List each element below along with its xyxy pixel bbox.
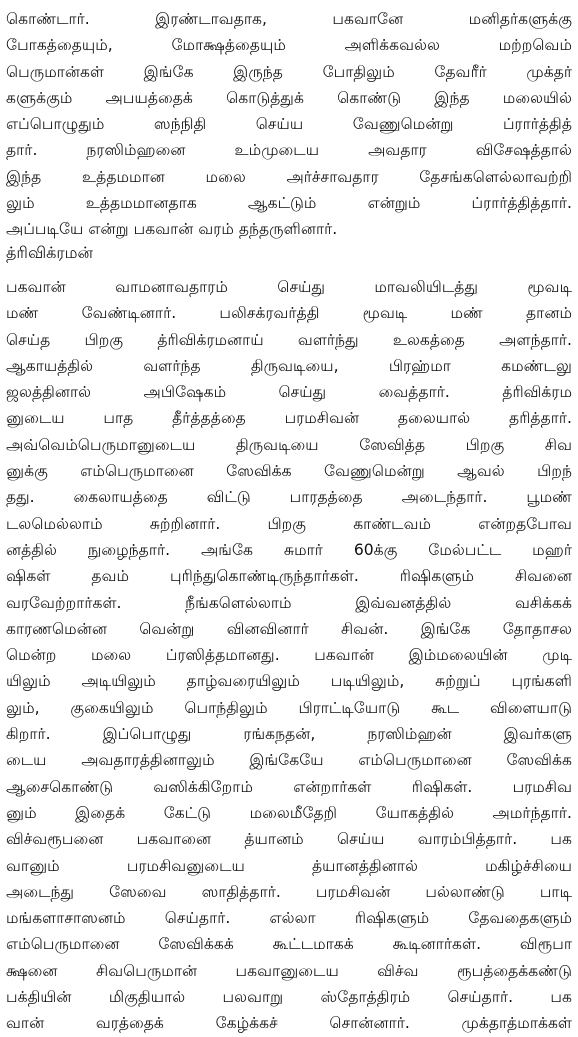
text-line: க்ஷனை சிவபெருமான் பகவானுடைய விச்வ ரூபத்தைக்கண்டு xyxy=(6,961,572,980)
text-line: மென்ற மலை ப்ரஸித்தமானது. பகவான் இம்மலையின் முடி xyxy=(6,646,572,665)
text-line: விச்வரூபனை பகவானை த்யானம் செய்ய வாரம்பித்தார். பக xyxy=(6,830,572,849)
paragraph-2 xyxy=(6,274,572,1037)
text-line: களுக்கும் அபயத்தைக் கொடுத்துக் கொண்டு இந்த மலையில் xyxy=(6,88,572,107)
text-line: அடைந்து ஸேவை ஸாதித்தார். பரமசிவன் பல்லாண்டு பாடி xyxy=(6,882,572,901)
text-line: ஆசைகொண்டு வஸிக்கிறோம் என்றார்கள் ரிஷிகள். பரமசிவ xyxy=(6,777,572,796)
text-line: பெருமான்கள் இங்கே இருந்த போதிலும் தேவரீர் முக்தர் xyxy=(6,62,572,81)
text-line: மங்களாசாஸனம் செய்தார். எல்லா ரிஷிகளும் தேவதைகளும் xyxy=(6,909,572,928)
text-line: ஜலத்தினால் அபிஷேகம் செய்து வைத்தார். த்ரிவிக்ரம xyxy=(6,383,572,402)
text-line: டலமெல்லாம் சுற்றினார். பிறகு காண்டவம் என்றதபோவ xyxy=(6,514,572,533)
section-heading: த்ரிவிக்ரமன் xyxy=(6,243,94,262)
paragraph-1 xyxy=(6,6,572,243)
text-line: அப்படியே என்று பகவான் வரம் தந்தருளினார். xyxy=(6,220,338,239)
text-line: னத்தில் நுழைந்தார். அங்கே சுமார் 60க்கு மேல்பட்ட மஹர் xyxy=(6,540,572,559)
text-line: யிலும் அடியிலும் தாழ்வரையிலும் படியிலும், சுற்றுப் புரங்களி xyxy=(6,672,572,691)
text-line: ஆகாயத்தில் வளர்ந்த திருவடியை, பிரஹ்மா கமண்டலு xyxy=(6,356,572,375)
text-line: வான் வரத்தைக் கேழ்க்கச் சொன்னார். முக்தாத்மாக்கள் xyxy=(6,1014,572,1033)
text-line: எப்பொழுதும் ஸந்நிதி செய்ய வேணுமென்று ப்ரார்த்தித் xyxy=(6,115,572,134)
text-line: லும் உத்தமமானதாக ஆகட்டும் என்றும் ப்ரார்த்தித்தார். xyxy=(6,194,572,213)
text-line: போகத்தையும், மோக்ஷத்தையும் அளிக்கவல்ல மற்றவெம் xyxy=(6,36,572,55)
text-line: தார். நரஸிம்ஹனை உம்முடைய அவதார விசேஷத்தால் xyxy=(6,141,572,160)
text-line: லும், குகையிலும் பொந்திலும் பிராட்டியோடு கூட விளையாடு xyxy=(6,698,572,717)
text-line: வானும் பரமசிவனுடைய த்யானத்தினால் மகிழ்ச்சியை xyxy=(6,856,572,875)
text-line: இந்த உத்தமமான மலை அர்ச்சாவதார தேசங்களெல்லாவற்றி xyxy=(6,167,572,186)
text-line: பகவான் வாமனாவதாரம் செய்து மாவலியிடத்து மூவடி xyxy=(6,278,572,296)
text-line: அவ்வெம்பெருமானுடைய திருவடியை ஸேவித்த பிறகு சிவ xyxy=(6,435,572,454)
text-line: கொண்டார். இரண்டாவதாக, பகவானே மனிதர்களுக்கு xyxy=(6,10,572,28)
text-line: கிறார். இப்பொழுது ரங்கநதன், நரஸிம்ஹன் இவர்களு xyxy=(6,725,572,744)
text-line: ஷிகள் தவம் புரிந்துகொண்டிருந்தார்கள். ரிஷிகளும் சிவனை xyxy=(6,567,572,586)
text-line: வரவேற்றார்கள். நீங்களெல்லாம் இவ்வனத்தில் வசிக்கக் xyxy=(6,593,572,612)
text-line: னுக்கு எம்பெருமானை ஸேவிக்க வேணுமென்று ஆவல் பிறந் xyxy=(6,462,572,481)
text-line: செய்த பிறகு த்ரிவிக்ரமனாய் வளர்ந்து உலகத்தை அளந்தார். xyxy=(6,330,572,349)
text-line: மண் வேண்டினார். பலிசக்ரவர்த்தி மூவடி மண் தானம் xyxy=(6,304,572,323)
text-line: காரணமென்ன வென்று வினவினார் சிவன். இங்கே தோதாசல xyxy=(6,619,572,638)
text-line: பக்தியின் மிகுதியால் பலவாறு ஸ்தோத்திரம் செய்தார். பக xyxy=(6,988,572,1007)
text-line: டைய அவதாரத்தினாலும் இங்கேயே எம்பெருமானை ஸேவிக்க xyxy=(6,751,572,770)
text-line: எம்பெருமானை ஸேவிக்கக் கூட்டமாகக் கூடினார்கள். விரூபா xyxy=(6,935,572,954)
text-line: னுடைய பாத தீர்த்தத்தை பரமசிவன் தலையால் தரித்தார். xyxy=(6,409,572,428)
text-line: னும் இதைக் கேட்டு மலைமீதேறி யோகத்தில் அமர்ந்தார். xyxy=(6,803,572,822)
text-line: தது. கைலாயத்தை விட்டு பாரதத்தை அடைந்தார். பூமண் xyxy=(6,488,572,507)
